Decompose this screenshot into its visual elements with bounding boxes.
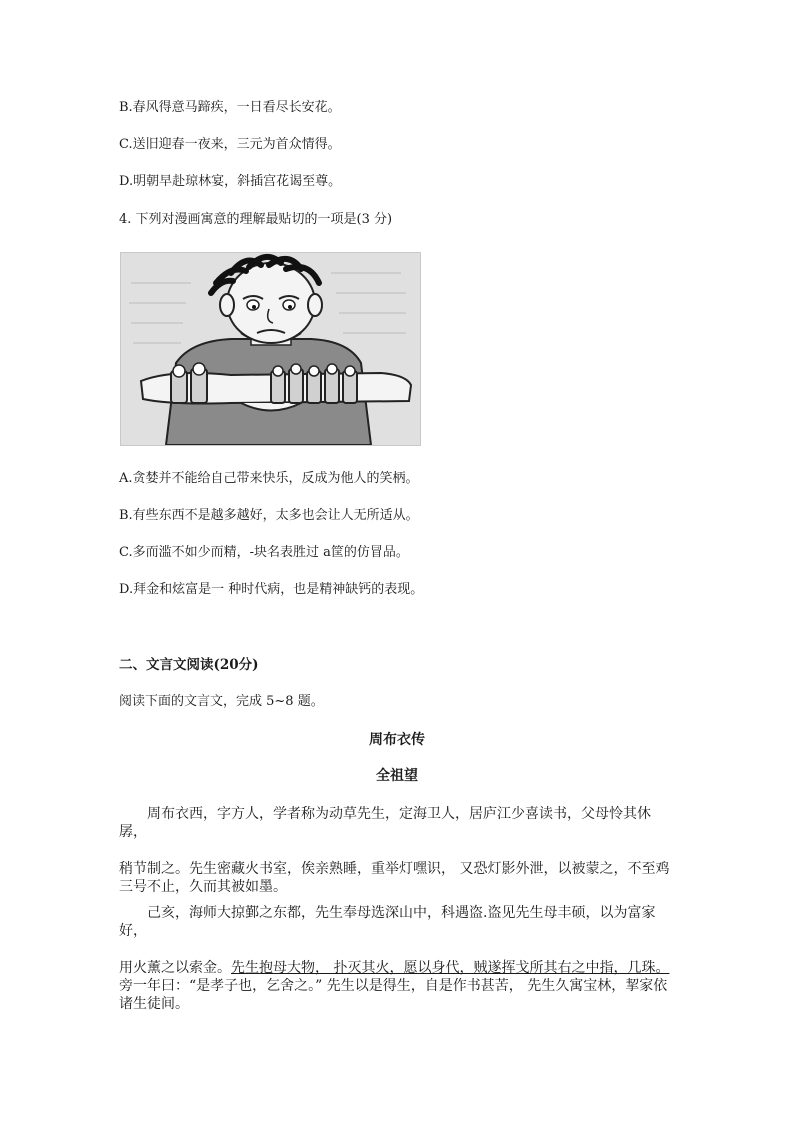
q3-option-c: C.送旧迎春一夜来，三元为首众情得。 [119, 137, 341, 152]
passage-line: 旁一年曰：“是孝子也，乞舍之。” 先生以是得生，自是作书甚苦， 先生久寓宝林，挈家依 [119, 978, 668, 994]
passage-text: 用火薰之以索金。 [119, 960, 231, 976]
section-instruction: 阅读下面的文言文，完成 5~8 题。 [119, 694, 324, 709]
section-heading: 二、文言文阅读(20分) [119, 657, 259, 673]
q4-option-c: C.多而滥不如少而精，-块名表胜过 a筐的仿冒品。 [119, 545, 409, 560]
underlined-sentence: 先生抱母大物， 扑灭其火，愿以身代，贼遂挥戈所其右之中指，几珠。 [231, 960, 670, 976]
passage-paragraph-2 [119, 904, 675, 1013]
passage-author: 全祖望 [376, 768, 418, 784]
q4-option-a: A.贪婪并不能给自己带来快乐，反成为他人的笑柄。 [119, 471, 419, 486]
passage-line: 稍节制之。先生密藏火书室，俟亲熟睡，重举灯嘿识， 又恐灯影外泄，以被蒙之，不至鸡 [119, 861, 670, 877]
passage-paragraph-1 [119, 805, 675, 896]
q4-option-d: D.拜金和炫富是一 种时代病，也是精神缺钙的表现。 [119, 582, 424, 597]
passage-line [119, 959, 675, 977]
cartoon-man-with-watches-icon [121, 253, 420, 445]
q3-option-b: B.春风得意马蹄疾，一日看尽长安花。 [119, 100, 341, 115]
q4-prompt: 4. 下列对漫画寓意的理解最贴切的一项是(3 分) [119, 212, 393, 227]
q3-option-d: D.明朝早赴琼林宴，斜插宫花谒至尊。 [119, 174, 342, 189]
passage-line: 周布衣西，字方人，学者称为动草先生，定海卫人，居庐江少喜读书，父母怜其休孱， [119, 806, 651, 840]
cartoon-image [120, 252, 421, 446]
q4-option-b: B.有些东西不是越多越好，太多也会让人无所适从。 [119, 508, 419, 523]
passage-line: 诸生徒间。 [119, 996, 189, 1012]
passage-line: 三号不止，久而其被如墨。 [119, 879, 287, 895]
passage-line: 己亥，海师大掠鄞之东都，先生奉母选深山中，科遇盗.盗见先生母丰硕，以为富家好， [119, 905, 656, 939]
passage-title: 周布衣传 [369, 732, 425, 748]
